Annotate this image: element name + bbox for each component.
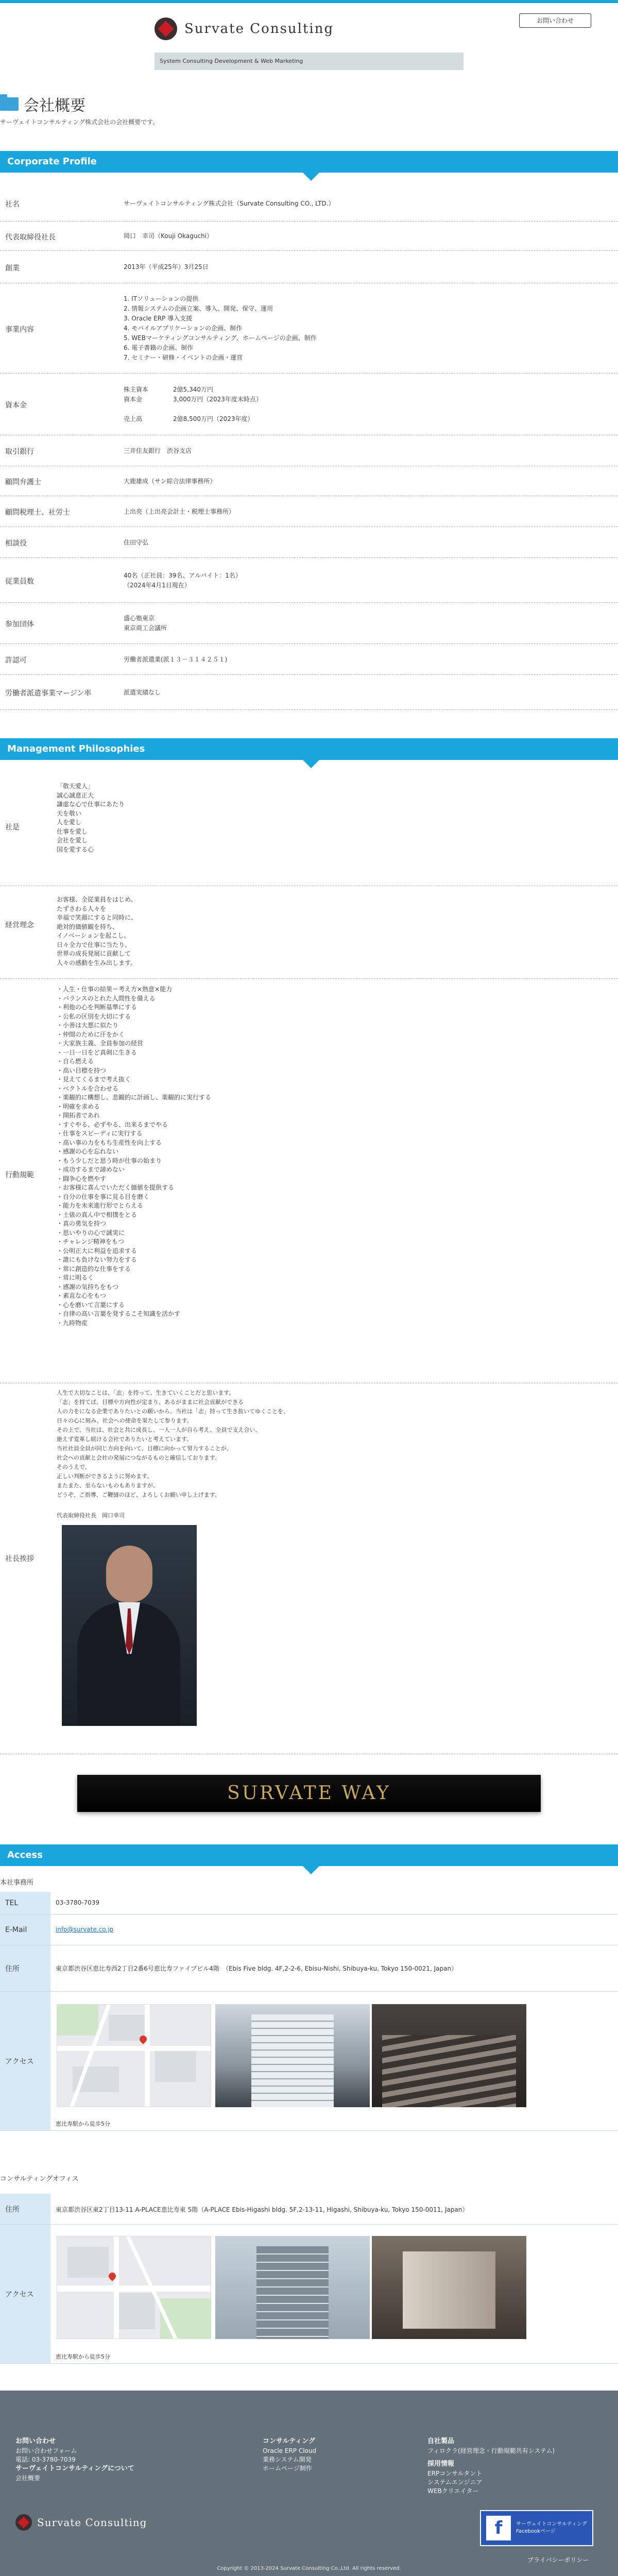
profile-row-label: 代表取締役社長	[5, 233, 56, 242]
profile-row-value: 上出亮（上出亮会計士・税理士事務所）	[124, 507, 235, 515]
section-heading-access: Access	[0, 1844, 618, 1866]
office2-map[interactable]	[57, 2236, 211, 2339]
profile-row-value: 岡口 幸司（Kouji Okaguchi）	[124, 232, 213, 240]
profile-row	[0, 251, 618, 283]
email-label: E-Mail	[0, 1914, 50, 1945]
profile-row-label: 事業内容	[5, 325, 34, 334]
shaze-row	[0, 773, 618, 886]
profile-row-value: 大鹿雄成（サン綜合法律事務所）	[124, 477, 216, 485]
profile-row-value: 労働者派遣業(派１３－３１４２５１)	[124, 655, 228, 663]
profile-row	[0, 558, 618, 603]
address1-value: 東京都渋谷区恵比寿西2丁目2番6号恵比寿ファイブビル4階 （Ebis Five bldg. 4F,2-2-6, Ebisu-Nishi, Shibuya-ku, Tokyo 150-0021, Japan）	[56, 1965, 458, 1972]
footer-link[interactable]: ERPコンサルタント	[427, 2470, 483, 2477]
profile-row	[0, 496, 618, 527]
site-header	[0, 3, 618, 80]
profile-row	[0, 603, 618, 644]
section-heading-profile: Corporate Profile	[0, 151, 618, 173]
profile-row-label: 取引銀行	[5, 448, 34, 456]
profile-row	[0, 466, 618, 496]
folder-icon	[0, 97, 19, 111]
office2-label: コンサルティングオフィス	[0, 2175, 79, 2183]
profile-row-value: 2013年（平成25年）3月25日	[124, 263, 209, 270]
email-row	[0, 1914, 618, 1945]
profile-row-label: 労働者派遣事業マージン率	[5, 689, 92, 698]
address2-value: 東京都渋谷区東2丁目13-11 A-PLACE恵比寿東 5階（A-PLACE Ebis-Higashi bldg. 5F,2-13-11, Higashi, Shibuya-ku, Tokyo 150-0011, Japan）	[56, 2206, 469, 2213]
footer-col1-title: お問い合わせ	[15, 2437, 56, 2445]
rinen-row	[0, 886, 618, 979]
site-logo[interactable]	[154, 18, 334, 40]
logo-text: Survate Consulting	[184, 21, 334, 37]
profile-row	[0, 527, 618, 558]
site-footer	[0, 2391, 618, 2576]
footer-col-consulting	[263, 2437, 316, 2473]
profile-row-label: 許認可	[5, 656, 27, 665]
profile-row-label: 顧問税理士、社労士	[5, 509, 70, 517]
facebook-text: サーヴェイトコンサルティング Facebookページ	[516, 2521, 587, 2534]
footer-col2-title: コンサルティング	[263, 2437, 316, 2445]
rinen-text: お客様、全従業員をはじめ、 たずさわる人々を 幸福で笑顔にすると同時に、 絶対的価値観を持ち、 イノベーションを起こし、 日々全力で仕事に当たり、 世界の成長発展に貢献して 人々の感動を生み出します。	[57, 896, 138, 967]
profile-row	[0, 675, 618, 710]
footer-link[interactable]: WEBクリエイター	[427, 2487, 479, 2495]
kihan-text: ・人生・仕事の結果＝考え方×熱意×能力 ・バランスのとれた人間性を備える ・利他の心を判断基準にする ・公私の区別を大切にする ・小善は大悪に似たり ・仲間のために汗をかく ・大家族主義、全員参加の経営 ・一日一日をど真剣に生きる ・自ら燃える ・高い目標を持つ ・見えてくるまで考え抜く ・ベクトルを合わせる ・楽観的に構想し、悲観的に計画し、楽観的に実行する ・明確を求める ・開拓者であれ ・すぐやる、必ずやる、出来るまでやる ・仕事をスピーディに実行する ・高い事の力をもち生産性を向上する ・感謝の心を忘れない ・もう少しだと思う時が仕事の始まり ・成功するまで諦めない ・闘争心を燃やす ・お客様に喜んでいただく価値を提供する ・自分の仕事を事に見る目を磨く ・能力を未来進行形でとらえる ・土俵の真ん中で相撲をとる ・真の勇気を持つ ・思いやりの心で誠実に ・チャレンジ精神をもつ ・公明正大に利益を追求する ・誰にも負けない努力をする ・常に創造的な仕事をする ・常に明るく ・感謝の気持ちをもつ ・素直な心をもつ ・心を磨いて言葉にする ・自律の高い言葉を発するこそ知識を活かす ・九時物産	[57, 986, 212, 1327]
footer-link[interactable]: ホームページ制作	[263, 2465, 312, 2472]
profile-row-value: 派遣実績なし	[124, 688, 161, 696]
profile-row-value: 住田守弘	[124, 538, 149, 546]
address2-row	[0, 2194, 618, 2225]
office1-map[interactable]	[57, 2004, 211, 2107]
rinen-label: 経営理念	[5, 921, 34, 929]
tel-label: TEL	[0, 1892, 50, 1914]
kihan-label: 行動規範	[5, 1171, 34, 1179]
footer-logo[interactable]	[15, 2514, 147, 2531]
access2-label: アクセス	[0, 2225, 50, 2363]
profile-row-label: 従業員数	[5, 577, 34, 586]
profile-row	[0, 374, 618, 435]
profile-row-label: 創業	[5, 264, 20, 273]
logo-mark-icon	[154, 18, 177, 40]
page-subtitle: サーヴェイトコンサルティング株式会社の会社概要です。	[0, 118, 159, 126]
footer-link[interactable]: システムエンジニア	[427, 2479, 483, 2486]
footer-logo-text: Survate Consulting	[37, 2516, 147, 2529]
office1-building-photo	[215, 2004, 370, 2107]
address2-label: 住所	[0, 2194, 50, 2224]
tel-value[interactable]: 03-3780-7039	[56, 1899, 100, 1906]
profile-row-label: 社名	[5, 200, 20, 209]
profile-row-label: 資本金	[5, 401, 27, 410]
office1-label: 本社事務所	[0, 1879, 34, 1887]
footer-link[interactable]: 業務システム開発	[263, 2456, 312, 2463]
facebook-icon: f	[486, 2516, 511, 2540]
profile-row	[0, 644, 618, 675]
office1-entrance-photo	[372, 2004, 526, 2107]
privacy-policy-link[interactable]: プライバシーポリシー	[527, 2556, 589, 2564]
profile-row-value: サーヴェイトコンサルティング株式会社（Survate Consulting CO., LTD.）	[124, 199, 335, 207]
footer-link[interactable]: Oracle ERP Cloud	[263, 2447, 317, 2454]
page-title-text: 会社概要	[24, 97, 85, 115]
page-title	[0, 93, 85, 115]
profile-row-value: 株主資本 2億5,340万円 資本金 3,000万円（2023年度末時点） 売上高 2億8,500万円（2023年度）	[124, 386, 262, 422]
office2-interior-photo	[372, 2236, 526, 2339]
footer-link[interactable]: 会社概要	[15, 2475, 41, 2482]
greeting-text: 人生で大切なことは、「志」を持って、生きていくことだと思います。 「志」を持てば、目標や方向性が定まり、あるがままに社会貢献ができる 人の力をになる企業でありたいとの願いから、当社は「志」持って生き抜いてゆくことを、 日々の心に刻み、社会への使命を果たして参ります。 その上で、当社は、社会と共に成長し、一人一人が自ら考え、全員で支え合い、 絶えず変革し続ける会社でありたいと考えています。 当社社員全員が同じ方向を向いて、目標に向かって努力することが、 社会への貢献と会社の発展につながるものと確信しております。 そのうえで、 正しい判断ができるように努めます。 またまた、至らないものもありますが、 どうぞ、ご指導、ご鞭撻のほど、よろしくお願い申し上げます。	[57, 1389, 289, 1498]
tel-row	[0, 1892, 618, 1914]
footer-col1-title2: サーヴェイトコンサルティングについて	[15, 2465, 134, 2472]
header-tagline: System Consulting Development & Web Marketing	[154, 53, 464, 70]
footer-col-contact	[15, 2437, 134, 2483]
profile-row	[0, 283, 618, 374]
profile-row	[0, 435, 618, 466]
profile-row	[0, 185, 618, 222]
greeting-label: 社長挨拶	[5, 1555, 34, 1563]
footer-link[interactable]: フィロクラ(経営理念・行動規範共有システム)	[427, 2447, 555, 2454]
facebook-page-link[interactable]	[480, 2510, 593, 2546]
section-heading-philosophy: Management Philosophies	[0, 738, 618, 760]
ceo-portrait-image	[62, 1525, 197, 1726]
kihan-row	[0, 979, 618, 1383]
survate-way-banner[interactable]: SURVATE WAY	[77, 1775, 541, 1812]
footer-col-products	[427, 2437, 555, 2496]
access1-caption: 恵比寿駅から徒歩5分	[56, 2121, 110, 2127]
footer-col3-title2: 採用情報	[427, 2460, 455, 2468]
footer-text: 電話: 03-3780-7039	[15, 2456, 76, 2463]
footer-col3-title: 自社製品	[427, 2437, 455, 2445]
shaze-text: 「敬天愛人」 誠心誠意正大 謙虚な心で仕事にあたり 天を敬い 人を愛し 仕事を愛し 会社を愛し 国を愛する心	[57, 783, 125, 853]
profile-row-label: 相談役	[5, 539, 27, 548]
access1-label: アクセス	[0, 1992, 50, 2130]
address1-label: 住所	[0, 1945, 50, 1991]
profile-row	[0, 222, 618, 251]
profile-row-value: 盛心塾東京 東京商工会議所	[124, 615, 167, 632]
profile-row-value: 三井住友銀行 渋谷支店	[124, 447, 192, 454]
profile-row-label: 参加団体	[5, 620, 34, 629]
access2-caption: 恵比寿駅から徒歩5分	[56, 2353, 110, 2360]
logo-mark-icon	[15, 2514, 32, 2531]
greeting-signature: 代表取締役社長 岡口幸司	[57, 1512, 125, 1519]
address1-row	[0, 1945, 618, 1992]
profile-row-value: 1. ITソリューションの提供 2. 情報システムの企画立案、導入、開発、保守、運用 3. Oracle ERP 導入支援 4. モバイルアプリケーションの企画、制作 5. WEBマーケティングコンサルティング、ホームページの企画、制作 6. 電子書籍の企画、制作 7. セミナー・研修・イベントの企画・運営	[124, 295, 317, 361]
contact-button[interactable]: お問い合わせ	[519, 13, 591, 28]
copyright: Copyright © 2013-2024 Survate Consulting Co.,Ltd. All rights reserved.	[217, 2566, 401, 2571]
email-link[interactable]: info@survate.co.jp	[56, 1926, 114, 1933]
profile-row-label: 顧問弁護士	[5, 478, 41, 486]
shaze-label: 社是	[5, 823, 20, 832]
office2-building-photo	[215, 2236, 370, 2339]
footer-link[interactable]: お問い合わせフォーム	[15, 2447, 77, 2454]
profile-row-value: 40名（正社員：39名、アルバイト：1名） （2024年4月1日現在）	[124, 571, 242, 589]
